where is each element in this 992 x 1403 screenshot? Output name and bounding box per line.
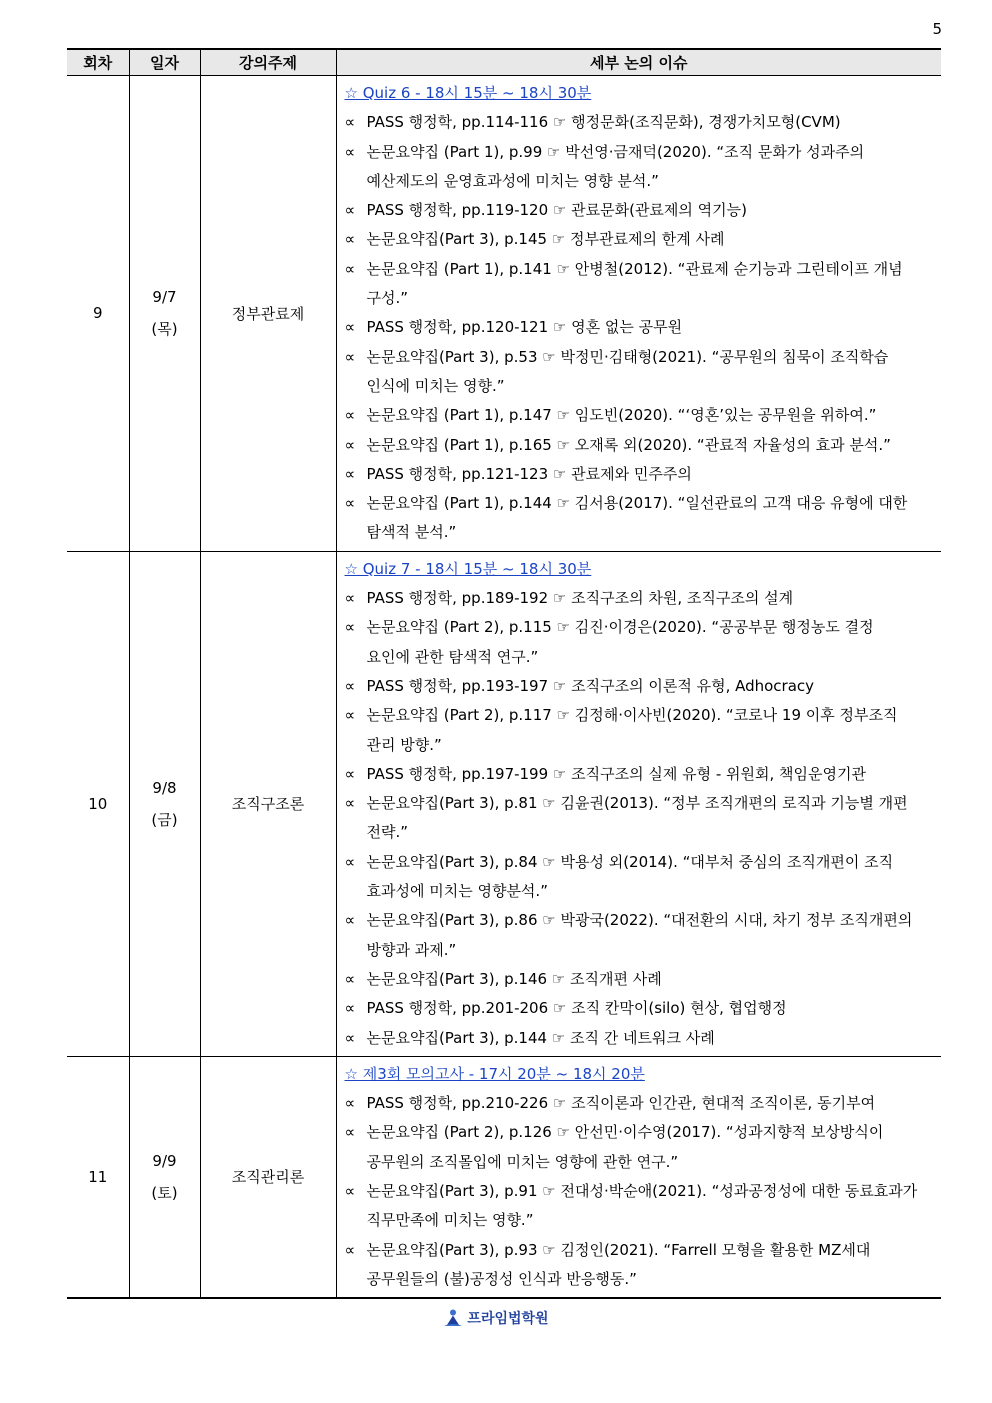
session-number: 10 bbox=[67, 551, 129, 1056]
bullet-icon: ∝ bbox=[344, 911, 356, 930]
bullet-icon: ∝ bbox=[344, 201, 356, 220]
discussion-issues bbox=[336, 551, 941, 1056]
issue-continuation: 효과성에 미치는 영향분석.” bbox=[366, 882, 548, 901]
lecture-topic: 정부관료제 bbox=[200, 76, 336, 552]
issue-text: PASS 행정학, pp.210-226 ☞ 조직이론과 인간관, 현대적 조직이론, 동기부여 bbox=[366, 1094, 876, 1113]
issue-item bbox=[345, 225, 938, 254]
issue-text: PASS 행정학, pp.193-197 ☞ 조직구조의 이론적 유형, Adhocracy bbox=[366, 676, 815, 695]
issue-text: 논문요약집 (Part 1), p.165 ☞ 오재록 외(2020). “관료적 자율성의 효과 분석.” bbox=[366, 435, 891, 454]
quiz-schedule: ☆ 제3회 모의고사 - 17시 20분 ~ 18시 20분 bbox=[344, 1064, 645, 1083]
issue-item bbox=[345, 994, 938, 1023]
issue-continuation: 공무원들의 (불)공정성 인식과 반응행동.” bbox=[366, 1269, 637, 1288]
issue-item bbox=[345, 584, 938, 613]
header-row bbox=[67, 49, 941, 76]
issue-text: 논문요약집 (Part 2), p.115 ☞ 김진·이경은(2020). “공공부문 행정농도 결정 bbox=[366, 618, 874, 637]
header-session: 회차 bbox=[67, 49, 129, 76]
bullet-icon: ∝ bbox=[344, 347, 356, 366]
table-row bbox=[67, 551, 941, 1056]
bullet-icon: ∝ bbox=[344, 230, 356, 249]
issue-item bbox=[345, 138, 938, 167]
discussion-issues bbox=[336, 76, 941, 552]
issue-item bbox=[345, 1118, 938, 1147]
issue-text: 논문요약집(Part 3), p.91 ☞ 전대성·박순애(2021). “성과공정성에 대한 동료효과가 bbox=[366, 1181, 918, 1200]
issue-item bbox=[345, 1236, 938, 1265]
issue-continuation: 공무원의 조직몰입에 미치는 영향에 관한 연구.” bbox=[366, 1152, 679, 1171]
issue-item bbox=[345, 848, 938, 877]
issue-text: PASS 행정학, pp.120-121 ☞ 영혼 없는 공무원 bbox=[366, 318, 683, 337]
lecture-schedule-table bbox=[67, 48, 941, 1299]
bullet-icon: ∝ bbox=[344, 852, 356, 871]
issue-text: PASS 행정학, pp.119-120 ☞ 관료문화(관료제의 역기능) bbox=[366, 201, 747, 220]
issue-text: 논문요약집(Part 3), p.93 ☞ 김정인(2021). “Farrell 모형을 활용한 MZ세대 bbox=[366, 1240, 871, 1259]
bullet-icon: ∝ bbox=[344, 406, 356, 425]
issue-item bbox=[345, 196, 938, 225]
bullet-icon: ∝ bbox=[344, 999, 356, 1018]
issue-item bbox=[345, 431, 938, 460]
issue-continuation: 인식에 미치는 영향.” bbox=[366, 376, 505, 395]
date-value: 9/9 bbox=[152, 1151, 177, 1170]
bullet-icon: ∝ bbox=[344, 969, 356, 988]
issue-text: 논문요약집(Part 3), p.81 ☞ 김윤권(2013). “정부 조직개편의 로직과 기능별 개편 bbox=[366, 794, 908, 813]
date-value: 9/7 bbox=[152, 288, 177, 307]
issue-item bbox=[345, 906, 938, 935]
issue-item bbox=[345, 965, 938, 994]
issue-continuation: 요인에 관한 탐색적 연구.” bbox=[366, 647, 539, 666]
bullet-icon: ∝ bbox=[344, 1094, 356, 1113]
issue-item bbox=[345, 613, 938, 642]
issue-text: 논문요약집(Part 3), p.86 ☞ 박광국(2022). “대전환의 시대, 차기 정부 조직개편의 bbox=[366, 911, 913, 930]
bullet-icon: ∝ bbox=[344, 142, 356, 161]
issue-text: PASS 행정학, pp.197-199 ☞ 조직구조의 실제 유형 - 위원회, 책임운영기관 bbox=[366, 764, 866, 783]
weekday-value: (목) bbox=[151, 320, 178, 339]
issue-text: 논문요약집 (Part 1), p.141 ☞ 안병철(2012). “관료제 순기능과 그린테이프 개념 bbox=[366, 259, 903, 278]
footer-org-name: 프라임법학원 bbox=[467, 1311, 549, 1327]
bullet-icon: ∝ bbox=[344, 259, 356, 278]
issue-item bbox=[345, 1089, 938, 1118]
prime-logo-icon bbox=[443, 1308, 463, 1328]
issue-text: 논문요약집 (Part 2), p.117 ☞ 김정해·이사빈(2020). “코로나 19 이후 정부조직 bbox=[366, 706, 898, 725]
issue-item bbox=[345, 789, 938, 818]
bullet-icon: ∝ bbox=[344, 464, 356, 483]
issue-text: 논문요약집 (Part 2), p.126 ☞ 안선민·이수영(2017). “성과지향적 보상방식이 bbox=[366, 1123, 884, 1142]
bullet-icon: ∝ bbox=[344, 706, 356, 725]
issue-item bbox=[345, 255, 938, 284]
lecture-topic: 조직구조론 bbox=[200, 551, 336, 1056]
issue-item bbox=[345, 672, 938, 701]
issue-text: 논문요약집 (Part 1), p.99 ☞ 박선영·금재덕(2020). “조직 문화가 성과주의 bbox=[366, 142, 865, 161]
session-number: 9 bbox=[67, 76, 129, 552]
issue-text: 논문요약집(Part 3), p.53 ☞ 박정민·김태형(2021). “공무원의 침묵이 조직학습 bbox=[366, 347, 889, 366]
header-date: 일자 bbox=[129, 49, 200, 76]
issue-continuation: 예산제도의 운영효과성에 미치는 영향 분석.” bbox=[366, 171, 659, 190]
bullet-icon: ∝ bbox=[344, 794, 356, 813]
bullet-icon: ∝ bbox=[344, 1123, 356, 1142]
bullet-icon: ∝ bbox=[344, 318, 356, 337]
issue-item bbox=[345, 313, 938, 342]
issue-text: PASS 행정학, pp.189-192 ☞ 조직구조의 차원, 조직구조의 설계 bbox=[366, 589, 794, 608]
issue-continuation: 관리 방향.” bbox=[366, 735, 442, 754]
issue-text: PASS 행정학, pp.121-123 ☞ 관료제와 민주주의 bbox=[366, 464, 692, 483]
issue-text: 논문요약집(Part 3), p.144 ☞ 조직 간 네트워크 사례 bbox=[366, 1028, 715, 1047]
issue-continuation: 전략.” bbox=[366, 823, 409, 842]
issue-text: 논문요약집 (Part 1), p.144 ☞ 김서용(2017). “일선관료의 고객 대응 유형에 대한 bbox=[366, 494, 908, 513]
header-details: 세부 논의 이슈 bbox=[336, 49, 941, 76]
issue-item bbox=[345, 760, 938, 789]
issue-item bbox=[345, 460, 938, 489]
session-date bbox=[129, 551, 200, 1056]
issue-item bbox=[345, 343, 938, 372]
weekday-value: (토) bbox=[151, 1183, 178, 1202]
issue-item bbox=[345, 108, 938, 137]
session-number: 11 bbox=[67, 1056, 129, 1298]
issue-item bbox=[345, 489, 938, 518]
bullet-icon: ∝ bbox=[344, 1181, 356, 1200]
issue-continuation: 방향과 과제.” bbox=[366, 940, 457, 959]
issue-item bbox=[345, 701, 938, 730]
date-value: 9/8 bbox=[152, 778, 177, 797]
bullet-icon: ∝ bbox=[344, 589, 356, 608]
bullet-icon: ∝ bbox=[344, 494, 356, 513]
quiz-schedule: ☆ Quiz 6 - 18시 15분 ~ 18시 30분 bbox=[344, 84, 592, 102]
issue-continuation: 탐색적 분석.” bbox=[366, 523, 457, 542]
issue-item bbox=[345, 401, 938, 430]
bullet-icon: ∝ bbox=[344, 1240, 356, 1259]
bullet-icon: ∝ bbox=[344, 764, 356, 783]
header-topic: 강의주제 bbox=[200, 49, 336, 76]
issue-text: 논문요약집(Part 3), p.84 ☞ 박용성 외(2014). “대부처 중심의 조직개편이 조직 bbox=[366, 852, 894, 871]
bullet-icon: ∝ bbox=[344, 676, 356, 695]
quiz-schedule: ☆ Quiz 7 - 18시 15분 ~ 18시 30분 bbox=[344, 559, 592, 578]
issue-item bbox=[345, 1024, 938, 1053]
issue-text: 논문요약집 (Part 1), p.147 ☞ 임도빈(2020). “‘영혼’있는 공무원을 위하여.” bbox=[366, 406, 877, 425]
issue-text: 논문요약집(Part 3), p.145 ☞ 정부관료제의 한계 사례 bbox=[366, 230, 725, 249]
bullet-icon: ∝ bbox=[344, 618, 356, 637]
bullet-icon: ∝ bbox=[344, 435, 356, 454]
lecture-topic: 조직관리론 bbox=[200, 1056, 336, 1298]
issue-text: 논문요약집(Part 3), p.146 ☞ 조직개편 사례 bbox=[366, 969, 662, 988]
issue-item bbox=[345, 1177, 938, 1206]
table-row bbox=[67, 76, 941, 552]
weekday-value: (금) bbox=[151, 810, 178, 829]
issue-text: PASS 행정학, pp.114-116 ☞ 행정문화(조직문화), 경쟁가치모형(CVM) bbox=[366, 113, 841, 132]
session-date bbox=[129, 76, 200, 552]
discussion-issues bbox=[336, 1056, 941, 1298]
table-row bbox=[67, 1056, 941, 1298]
page-number: 5 bbox=[932, 20, 942, 38]
issue-continuation: 구성.” bbox=[366, 289, 409, 308]
issue-text: PASS 행정학, pp.201-206 ☞ 조직 칸막이(silo) 현상, 협업행정 bbox=[366, 999, 787, 1018]
session-date bbox=[129, 1056, 200, 1298]
bullet-icon: ∝ bbox=[344, 113, 356, 132]
footer bbox=[0, 1308, 992, 1332]
bullet-icon: ∝ bbox=[344, 1028, 356, 1047]
issue-continuation: 직무만족에 미치는 영향.” bbox=[366, 1211, 534, 1230]
